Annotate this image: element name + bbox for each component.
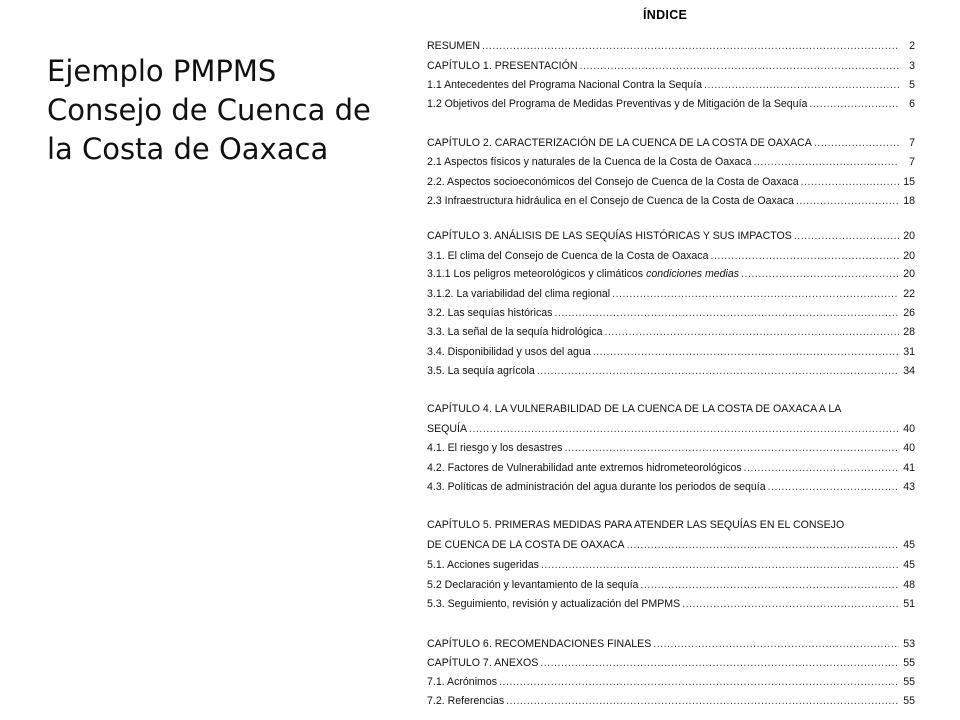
toc-entry xyxy=(427,343,915,362)
slide-title-line-1: Ejemplo PMPMS xyxy=(47,54,277,88)
toc-entry xyxy=(427,536,915,555)
toc-leader xyxy=(796,192,899,211)
toc-entry-text: 3.3. La señal de la sequía hidrológica xyxy=(427,326,603,338)
toc-entry xyxy=(427,95,915,114)
toc-leader xyxy=(653,635,899,654)
toc-entry xyxy=(427,362,915,381)
toc-leader xyxy=(593,343,899,362)
toc-entry-page: 34 xyxy=(903,365,915,377)
toc-entry xyxy=(427,556,915,575)
toc-entry-page: 22 xyxy=(903,288,915,300)
toc-entry-page: 45 xyxy=(903,559,915,571)
toc-entry xyxy=(427,153,915,172)
toc-entry-page: 2 xyxy=(909,40,915,52)
toc-entry xyxy=(427,478,915,497)
toc-leader xyxy=(794,227,899,246)
toc-entry xyxy=(427,439,915,458)
toc-entry-page: 18 xyxy=(903,195,915,207)
toc-leader xyxy=(580,57,899,76)
toc-entry-page: 20 xyxy=(903,250,915,262)
toc-entry-page: 26 xyxy=(903,307,915,319)
toc-entry-text: 2.2. Aspectos socioeconómicos del Consejo de Cuenca de la Costa de Oaxaca xyxy=(427,176,799,188)
toc-entry-heading-line: CAPÍTULO 5. PRIMERAS MEDIDAS PARA ATENDER LAS SEQUÍAS EN EL CONSEJO xyxy=(427,519,845,531)
index-heading: ÍNDICE xyxy=(643,8,688,22)
toc-entry xyxy=(427,304,915,323)
toc-entry-page: 7 xyxy=(909,137,915,149)
toc-leader xyxy=(809,95,899,114)
toc-entry xyxy=(427,192,915,211)
toc-entry xyxy=(427,37,915,56)
toc-entry-page: 53 xyxy=(903,638,915,650)
toc-entry-text: 3.4. Disponibilidad y usos del agua xyxy=(427,346,591,358)
toc-leader xyxy=(627,536,899,555)
toc-entry-text: CAPÍTULO 7. ANEXOS xyxy=(427,657,539,669)
toc-entry-text: SEQUÍA xyxy=(427,423,468,435)
toc-entry-page: 43 xyxy=(903,481,915,493)
toc-entry-text: 4.3. Políticas de administración del agua durante los periodos de sequía xyxy=(427,481,766,493)
toc-entry-text: 7.1. Acrónimos xyxy=(427,676,498,688)
toc-leader xyxy=(469,420,899,439)
toc-entry-text: 4.1. El riesgo y los desastres xyxy=(427,442,563,454)
toc-entry-text: 3.5. La sequía agrícola xyxy=(427,365,535,377)
slide-title xyxy=(47,52,387,169)
toc-leader xyxy=(741,265,899,284)
slide-title-line-2: Consejo de Cuenca de xyxy=(47,93,371,127)
toc-entry xyxy=(427,323,915,342)
toc-entry-text: 5.2 Declaración y levantamiento de la sequía xyxy=(427,579,639,591)
toc-entry xyxy=(427,635,915,654)
toc-entry-text: CAPÍTULO 3. ANÁLISIS DE LAS SEQUÍAS HISTÓRICAS Y SUS IMPACTOS xyxy=(427,230,792,242)
toc-entry xyxy=(427,57,915,76)
toc-entry-page: 6 xyxy=(909,98,915,110)
toc-entry-text: 4.2. Factores de Vulnerabilidad ante extremos hidrometeorológicos xyxy=(427,462,742,474)
toc-entry-page: 45 xyxy=(903,539,915,551)
toc-entry-text: 5.1. Acciones sugeridas xyxy=(427,559,539,571)
toc-entry-page: 55 xyxy=(903,657,915,669)
toc-entry xyxy=(427,173,915,192)
toc-entry-text: RESUMEN xyxy=(427,40,480,52)
toc-entry xyxy=(427,654,915,673)
toc-entry-text xyxy=(427,265,739,284)
toc-leader xyxy=(482,37,899,56)
toc-leader xyxy=(540,654,899,673)
toc-entry-page: 55 xyxy=(903,676,915,688)
toc-entry xyxy=(427,227,915,246)
toc-entry xyxy=(427,595,915,614)
toc-entry xyxy=(427,247,915,266)
toc-entry xyxy=(427,576,915,595)
toc-entry-page: 55 xyxy=(903,695,915,707)
toc-entry-text: CAPÍTULO 1. PRESENTACIÓN xyxy=(427,60,578,72)
toc-entry-page: 3 xyxy=(909,60,915,72)
toc-entry-text: 3.1.2. La variabilidad del clima regional xyxy=(427,288,611,300)
toc-leader xyxy=(814,134,899,153)
toc-entry-text: 3.2. Las sequías históricas xyxy=(427,307,553,319)
toc-entry xyxy=(427,134,915,153)
toc-leader xyxy=(612,285,899,304)
toc-entry-page: 5 xyxy=(909,79,915,91)
toc-leader xyxy=(605,323,899,342)
toc-entry xyxy=(427,76,915,95)
toc-entry-page: 40 xyxy=(903,442,915,454)
toc-leader xyxy=(640,576,899,595)
toc-entry-text: CAPÍTULO 2. CARACTERIZACIÓN DE LA CUENCA DE LA COSTA DE OAXACA xyxy=(427,137,812,149)
toc-entry-page: 48 xyxy=(903,579,915,591)
slide-title-line-3: la Costa de Oaxaca xyxy=(47,132,329,166)
toc-entry xyxy=(427,692,915,711)
toc-entry-page: 31 xyxy=(903,346,915,358)
toc-entry-text: 2.1 Aspectos físicos y naturales de la Cuenca de la Costa de Oaxaca xyxy=(427,156,752,168)
toc-leader xyxy=(744,459,899,478)
toc-entry-page: 7 xyxy=(909,156,915,168)
toc-entry-text: 1.2 Objetivos del Programa de Medidas Preventivas y de Mitigación de la Sequía xyxy=(427,98,808,110)
document-image xyxy=(400,0,920,720)
toc-entry-text: 7.2. Referencias xyxy=(427,695,505,707)
toc-leader xyxy=(537,362,899,381)
toc-entry-text: CAPÍTULO 6. RECOMENDACIONES FINALES xyxy=(427,638,652,650)
toc-entry-page: 20 xyxy=(903,230,915,242)
toc-leader xyxy=(541,556,899,575)
toc-entry-text: 5.3. Seguimiento, revisión y actualización del PMPMS xyxy=(427,598,681,610)
toc-entry-text: 3.1. El clima del Consejo de Cuenca de la Costa de Oaxaca xyxy=(427,250,709,262)
toc-entry-text: 1.1 Antecedentes del Programa Nacional Contra la Sequía xyxy=(427,79,703,91)
toc-entry-text: DE CUENCA DE LA COSTA DE OAXACA xyxy=(427,539,625,551)
toc-entry-page: 40 xyxy=(903,423,915,435)
toc-leader xyxy=(801,173,899,192)
toc-leader xyxy=(506,692,899,711)
toc-entry-page: 20 xyxy=(903,268,915,280)
toc-leader xyxy=(704,76,899,95)
toc-leader xyxy=(564,439,899,458)
toc-entry-page: 28 xyxy=(903,326,915,338)
toc-leader xyxy=(768,478,899,497)
toc-entry-text-main: 3.1.1 Los peligros meteorológicos y climáticos xyxy=(427,268,644,280)
toc-leader xyxy=(554,304,899,323)
toc-leader xyxy=(499,673,899,692)
toc-entry-page: 41 xyxy=(903,462,915,474)
toc-entry xyxy=(427,673,915,692)
toc-entry xyxy=(427,285,915,304)
toc-leader xyxy=(711,247,900,266)
toc-leader xyxy=(753,153,899,172)
toc-entry-text-italic: condiciones medias xyxy=(646,268,740,280)
toc-entry-page: 51 xyxy=(903,598,915,610)
toc-entry xyxy=(427,420,915,439)
toc-entry-text: 2.3 Infraestructura hidráulica en el Consejo de Cuenca de la Costa de Oaxaca xyxy=(427,195,794,207)
toc-entry xyxy=(427,265,915,284)
toc-entry-heading-line: CAPÍTULO 4. LA VULNERABILIDAD DE LA CUENCA DE LA COSTA DE OAXACA A LA xyxy=(427,403,842,415)
toc-leader xyxy=(682,595,899,614)
toc-entry-page: 15 xyxy=(903,176,915,188)
toc-entry xyxy=(427,459,915,478)
